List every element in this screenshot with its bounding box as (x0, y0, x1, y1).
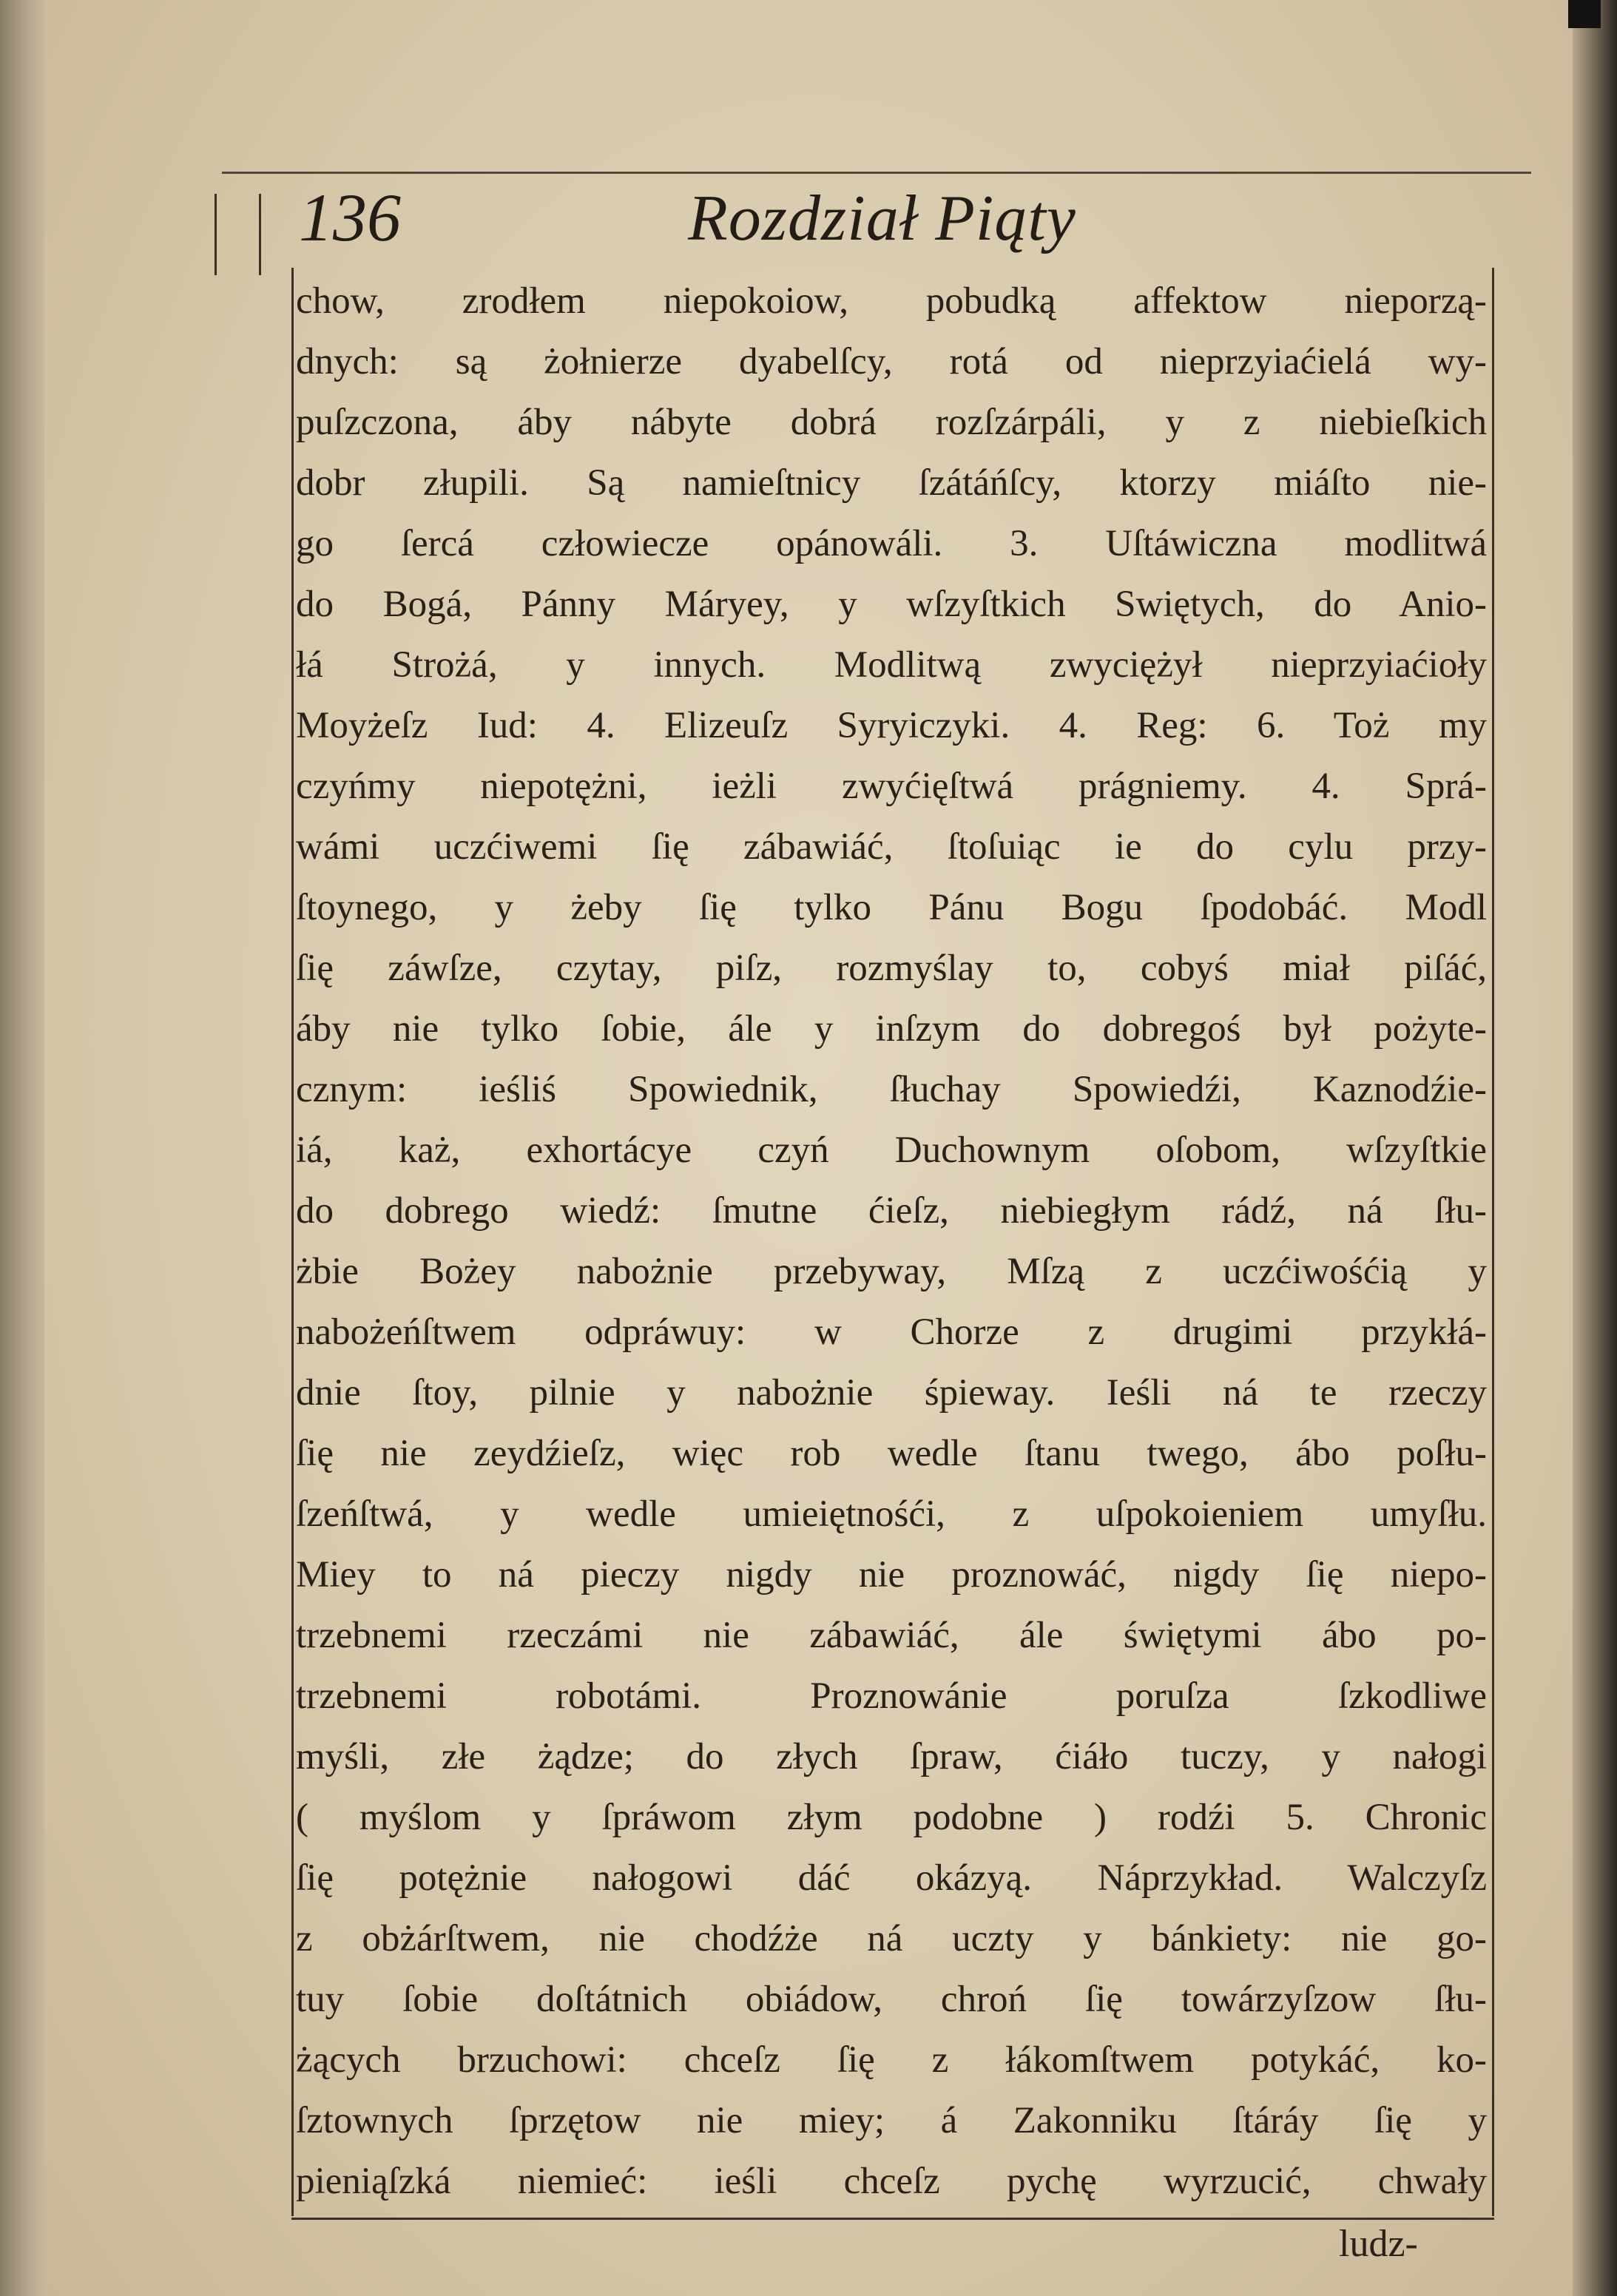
text-line: chow, zrodłem niepokoiow, pobudką affektow nieporzą- (296, 280, 1487, 322)
text-line: do dobrego wiedź: ſmutne ćieſz, niebiegłym rádź, ná ſłu- (296, 1190, 1487, 1232)
footer-rule (291, 2218, 1494, 2220)
text-line: Miey to ná pieczy nigdy nie proznowáć, nigdy ſię niepo- (296, 1554, 1487, 1596)
text-line: ſtoynego, y żeby ſię tylko Pánu Bogu ſpodobáć. Modl (296, 887, 1487, 928)
text-line: Moyżeſz Iud: 4. Elizeuſz Syryiczyki. 4. Reg: 6. Toż my (296, 705, 1487, 746)
margin-rule-left (215, 194, 217, 275)
page-number: 136 (299, 180, 401, 255)
header-rule (222, 172, 1531, 174)
text-line: ( myślom y ſpráwom złym podobne ) rodźi 5. Chronic (296, 1797, 1487, 1838)
text-line: iá, każ, exhortácye czyń Duchownym oſobom, wſzyſtkie (296, 1130, 1487, 1171)
text-line: dnie ſtoy, pilnie y nabożnie śpieway. Ieśli ná te rzeczy (296, 1372, 1487, 1414)
text-line: ſztownych ſprzętow nie miey; á Zakonniku ſtáráy ſię y (296, 2100, 1487, 2141)
text-line: go ſercá człowiecze opánowáli. 3. Uſtáwiczna modlitwá (296, 523, 1487, 564)
body-text (296, 271, 1487, 2212)
text-line: pieniąſzká niemieć: ieśli chceſz pychę wyrzucić, chwały (296, 2161, 1487, 2202)
text-line: żbie Bożey nabożnie przebyway, Mſzą z uczćiwośćią y (296, 1251, 1487, 1292)
text-line: z obżárſtwem, nie chodźże ná uczty y bánkiety: nie go- (296, 1918, 1487, 1959)
text-line: do Bogá, Pánny Máryey, y wſzyſtkich Swiętych, do Anio- (296, 584, 1487, 625)
scan-right-edge (1573, 0, 1617, 2296)
text-line: dobr złupili. Są namieſtnicy ſzátáńſcy, ktorzy miáſto nie- (296, 462, 1487, 504)
margin-rule-inner (259, 194, 261, 275)
text-line: ſię potężnie nałogowi dáć okázyą. Náprzykład. Walczyſz (296, 1857, 1487, 1899)
scan-corner-mark (1568, 0, 1601, 28)
text-line: trzebnemi robotámi. Proznowánie poruſza ſzkodliwe (296, 1675, 1487, 1717)
text-line: łá Strożá, y innych. Modlitwą zwyciężył nieprzyiaćioły (296, 644, 1487, 686)
running-head: Rozdział Piąty (688, 183, 1076, 254)
text-line: trzebnemi rzeczámi nie zábawiáć, ále świętymi ábo po- (296, 1615, 1487, 1656)
text-line: żących brzuchowi: chceſz ſię z łákomſtwem potykáć, ko- (296, 2039, 1487, 2081)
text-line: ſię nie zeydźieſz, więc rob wedle ſtanu twego, ábo poſłu- (296, 1433, 1487, 1474)
text-line: wámi uczćiwemi ſię zábawiáć, ſtoſuiąc ie do cylu przy- (296, 826, 1487, 868)
text-line: tuy ſobie doſtátnich obiádow, chroń ſię towárzyſzow ſłu- (296, 1979, 1487, 2020)
text-line: áby nie tylko ſobie, ále y inſzym do dobregoś był pożyte- (296, 1008, 1487, 1050)
text-line: ſię záwſze, czytay, piſz, rozmyślay to, cobyś miał piſáć, (296, 948, 1487, 989)
text-line: nabożeńſtwem odpráwuy: w Chorze z drugimi przykłá- (296, 1311, 1487, 1353)
text-line: ſzeńſtwá, y wedle umieiętnośći, z uſpokoieniem umyſłu. (296, 1493, 1487, 1535)
text-line: dnych: są żołnierze dyabelſcy, rotá od nieprzyiaćielá wy- (296, 341, 1487, 382)
text-line: cznym: ieśliś Spowiednik, ſłuchay Spowiedźi, Kaznodźie- (296, 1069, 1487, 1110)
catchword: ludz- (1339, 2223, 1418, 2265)
text-line: puſzczona, áby nábyte dobrá rozſzárpáli, y z niebieſkich (296, 402, 1487, 443)
text-line: czyńmy niepotężni, ieżli zwyćięſtwá prágniemy. 4. Sprá- (296, 766, 1487, 807)
text-line: myśli, złe żądze; do złych ſpraw, ćiáło tuczy, y nałogi (296, 1736, 1487, 1777)
